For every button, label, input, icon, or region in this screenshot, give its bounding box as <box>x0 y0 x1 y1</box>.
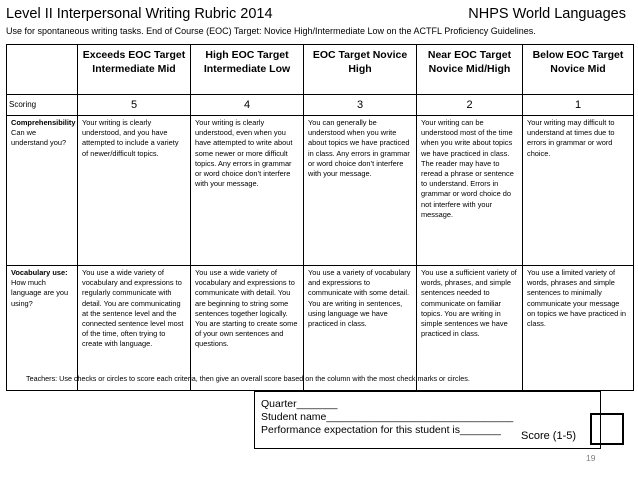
column-header: EOC Target Novice High <box>304 45 417 95</box>
score-value: 1 <box>523 95 634 116</box>
column-header: Near EOC Target Novice Mid/High <box>417 45 523 95</box>
teacher-instructions: Teachers: Use checks or circles to score each criteria, then give an overall score based on the column with the most check marks or circles. <box>26 374 470 383</box>
criterion-cell <box>7 266 78 391</box>
table-row <box>7 116 634 266</box>
criterion-title: Comprehensibility <box>11 118 76 127</box>
rubric-cell: Your writing is clearly understood, and you have attempted to include a variety of newer/difficult topics. <box>78 116 191 266</box>
performance-expectation-field[interactable]: Performance expectation for this student is_______ <box>261 424 501 436</box>
column-header: Exceeds EOC Target Intermediate Mid <box>78 45 191 95</box>
corner-cell <box>7 45 78 95</box>
rubric-cell: You use a sufficient variety of words, phrases, and simple sentences needed to communicate on familiar topics. You are writing in simple sentences we have practiced in class. <box>417 266 523 391</box>
score-label: Score (1-5) <box>521 430 577 442</box>
rubric-cell: Your writing is clearly understood, even when you have attempted to write about some newer or more difficult topics. Any errors in grammar or word choice don’t interfere with your message. <box>191 116 304 266</box>
rubric-cell: You use a wide variety of vocabulary and expressions to communicate with detail. You are beginning to string some sentences together logically. You are starting to create some of your own sentences and questions. <box>191 266 304 391</box>
rubric-cell: You use a limited variety of words, phrases and simple sentences to minimally communicate your message on topics we have practiced in class. <box>523 266 634 391</box>
criterion-cell <box>7 116 78 266</box>
page-number: 19 <box>586 453 596 463</box>
column-header: Below EOC Target Novice Mid <box>523 45 634 95</box>
rubric-title: Level II Interpersonal Writing Rubric 2014 <box>6 6 273 22</box>
score-box[interactable] <box>590 413 624 445</box>
criterion-question: Can we understand you? <box>11 128 67 148</box>
scoring-label: Scoring <box>7 95 78 116</box>
scoring-row <box>7 95 634 116</box>
score-value: 4 <box>191 95 304 116</box>
rubric-cell: You can generally be understood when you write about topics we have practiced in class. Any errors in grammar or word choice don’t interfere with your message. <box>304 116 417 266</box>
rubric-table <box>6 44 634 391</box>
student-name-field[interactable]: Student name________________________________ <box>261 411 514 423</box>
rubric-cell: You use a wide variety of vocabulary and expressions to regularly communicate with detail. You are communicating at the sentence level and the connected sentence level most of the time, often trying to create with language. <box>78 266 191 391</box>
criterion-question: How much language are you using? <box>11 278 69 308</box>
score-value: 3 <box>304 95 417 116</box>
rubric-cell: Your writing can be understood most of the time when you write about topics we have practiced in class. The reader may have to reread a phrase or sentence to understand. Errors in grammar or word choice do not interfere with your message. <box>417 116 523 266</box>
rubric-cell: Your writing may difficult to understand at times due to errors in grammar or word choice. <box>523 116 634 266</box>
rubric-subtitle: Use for spontaneous writing tasks. End of Course (EOC) Target: Novice High/Intermediate Low on the ACTFL Proficiency Guidelines. <box>6 26 536 36</box>
criterion-title: Vocabulary use: <box>11 268 68 277</box>
table-row <box>7 266 634 391</box>
department-title: NHPS World Languages <box>468 6 626 22</box>
quarter-field[interactable]: Quarter_______ <box>261 398 338 410</box>
score-value: 2 <box>417 95 523 116</box>
rubric-cell: You use a variety of vocabulary and expressions to communicate with some detail. You are writing in sentences, using language we have practiced in class. <box>304 266 417 391</box>
score-value: 5 <box>78 95 191 116</box>
column-header: High EOC Target Intermediate Low <box>191 45 304 95</box>
column-header-row <box>7 45 634 95</box>
